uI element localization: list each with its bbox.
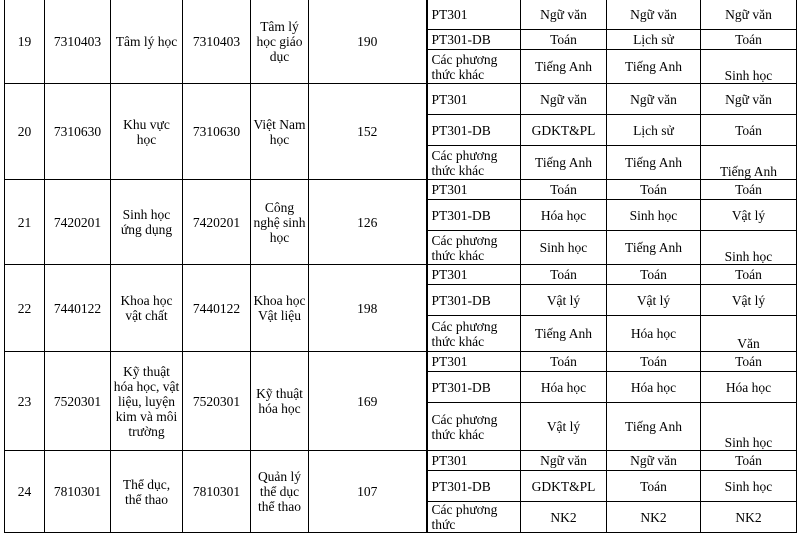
subject-2: Sinh học [607, 200, 701, 231]
subject-2: Toán [607, 352, 701, 372]
subject-3: Sinh học [701, 403, 797, 451]
subject-3: Toán [701, 115, 797, 146]
admission-method: PT301 [427, 451, 521, 471]
subject-2: NK2 [607, 502, 701, 533]
admission-method: PT301 [427, 84, 521, 115]
admission-method: PT301-DB [427, 200, 521, 231]
subject-2: Hóa học [607, 316, 701, 352]
program-name: Việt Nam học [251, 84, 309, 180]
row-number: 24 [5, 451, 45, 533]
admission-method: Các phương thức khác [427, 403, 521, 451]
subject-3: Toán [701, 265, 797, 285]
row-number: 23 [5, 352, 45, 451]
subject-1: Toán [521, 30, 607, 50]
subject-3: Sinh học [701, 50, 797, 84]
admission-method: PT301 [427, 180, 521, 200]
table-row [5, 265, 797, 285]
row-number: 21 [5, 180, 45, 265]
admission-method: Các phương thức khác [427, 146, 521, 180]
major-name: Kỹ thuật hóa học, vật liệu, luyện kim và môi trường [111, 352, 183, 451]
quota: 152 [309, 84, 427, 180]
admission-method: Các phương thức khác [427, 316, 521, 352]
program-code: 7310403 [183, 0, 251, 84]
major-code: 7420201 [45, 180, 111, 265]
quota: 107 [309, 451, 427, 533]
subject-2: Tiếng Anh [607, 231, 701, 265]
subject-2: Tiếng Anh [607, 403, 701, 451]
subject-3: Vật lý [701, 285, 797, 316]
subject-1: Toán [521, 265, 607, 285]
admission-method: PT301-DB [427, 285, 521, 316]
subject-2: Ngữ văn [607, 451, 701, 471]
admission-table [4, 0, 797, 533]
subject-1: Sinh học [521, 231, 607, 265]
subject-3: Ngữ văn [701, 0, 797, 30]
program-code: 7520301 [183, 352, 251, 451]
admission-method: PT301-DB [427, 30, 521, 50]
table-row [5, 180, 797, 200]
subject-1: GDKT&PL [521, 471, 607, 502]
subject-3: Văn [701, 316, 797, 352]
major-code: 7310630 [45, 84, 111, 180]
subject-3: Toán [701, 180, 797, 200]
program-name: Khoa học Vật liệu [251, 265, 309, 352]
quota: 169 [309, 352, 427, 451]
table-body [5, 0, 797, 533]
subject-2: Toán [607, 471, 701, 502]
subject-2: Lịch sử [607, 115, 701, 146]
table-row [5, 352, 797, 372]
subject-2: Lịch sử [607, 30, 701, 50]
subject-3: Vật lý [701, 200, 797, 231]
row-number: 19 [5, 0, 45, 84]
subject-1: Ngữ văn [521, 0, 607, 30]
program-code: 7310630 [183, 84, 251, 180]
subject-1: Toán [521, 352, 607, 372]
table-row [5, 0, 797, 30]
row-number: 22 [5, 265, 45, 352]
major-name: Thể dục, thể thao [111, 451, 183, 533]
quota: 190 [309, 0, 427, 84]
subject-3: Toán [701, 30, 797, 50]
subject-1: Tiếng Anh [521, 316, 607, 352]
subject-3: Hóa học [701, 372, 797, 403]
program-code: 7420201 [183, 180, 251, 265]
admission-method: PT301 [427, 265, 521, 285]
admission-method: PT301 [427, 352, 521, 372]
subject-2: Hóa học [607, 372, 701, 403]
program-name: Tâm lý học giáo dục [251, 0, 309, 84]
subject-3: Tiếng Anh [701, 146, 797, 180]
subject-2: Tiếng Anh [607, 146, 701, 180]
major-name: Khu vực học [111, 84, 183, 180]
subject-1: Ngữ văn [521, 84, 607, 115]
subject-3: Toán [701, 352, 797, 372]
subject-2: Vật lý [607, 285, 701, 316]
major-name: Sinh học ứng dụng [111, 180, 183, 265]
subject-3: Sinh học [701, 471, 797, 502]
subject-1: Tiếng Anh [521, 146, 607, 180]
admission-method: PT301 [427, 0, 521, 30]
major-name: Khoa học vật chất [111, 265, 183, 352]
admission-method: PT301-DB [427, 372, 521, 403]
subject-3: Toán [701, 451, 797, 471]
major-code: 7520301 [45, 352, 111, 451]
subject-1: Vật lý [521, 403, 607, 451]
admission-method: Các phương thức khác [427, 231, 521, 265]
program-name: Quản lý thể dục thể thao [251, 451, 309, 533]
subject-1: Tiếng Anh [521, 50, 607, 84]
subject-3: Sinh học [701, 231, 797, 265]
subject-1: NK2 [521, 502, 607, 533]
subject-1: Ngữ văn [521, 451, 607, 471]
major-code: 7310403 [45, 0, 111, 84]
subject-2: Ngữ văn [607, 0, 701, 30]
major-code: 7810301 [45, 451, 111, 533]
subject-1: Hóa học [521, 200, 607, 231]
admission-method: Các phương thức khác [427, 50, 521, 84]
quota: 126 [309, 180, 427, 265]
program-code: 7810301 [183, 451, 251, 533]
admission-method: PT301-DB [427, 115, 521, 146]
program-code: 7440122 [183, 265, 251, 352]
subject-2: Toán [607, 180, 701, 200]
subject-2: Ngữ văn [607, 84, 701, 115]
subject-3: Ngữ văn [701, 84, 797, 115]
subject-3: NK2 [701, 502, 797, 533]
admission-method: PT301-DB [427, 471, 521, 502]
subject-2: Tiếng Anh [607, 50, 701, 84]
table-row [5, 451, 797, 471]
program-name: Công nghệ sinh học [251, 180, 309, 265]
major-code: 7440122 [45, 265, 111, 352]
subject-1: Vật lý [521, 285, 607, 316]
major-name: Tâm lý học [111, 0, 183, 84]
subject-1: Hóa học [521, 372, 607, 403]
program-name: Kỹ thuật hóa học [251, 352, 309, 451]
table-row [5, 84, 797, 115]
quota: 198 [309, 265, 427, 352]
subject-1: GDKT&PL [521, 115, 607, 146]
row-number: 20 [5, 84, 45, 180]
admission-method: Các phương thức [427, 502, 521, 533]
subject-1: Toán [521, 180, 607, 200]
subject-2: Toán [607, 265, 701, 285]
